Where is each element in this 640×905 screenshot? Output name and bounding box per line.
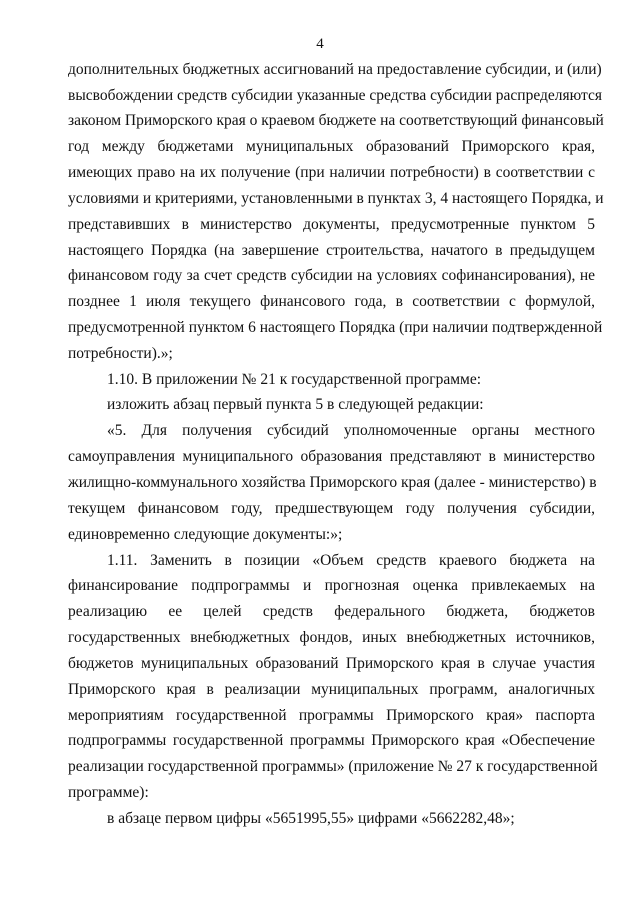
- text-line: единовременно следующие документы:»;: [68, 526, 343, 543]
- text-line: государственных внебюджетных фондов, иных внебюджетных источников,: [68, 629, 595, 646]
- item-heading: 1.10. В приложении № 21 к государственной программе:: [107, 371, 482, 388]
- text-line: изложить абзац первый пункта 5 в следующей редакции:: [107, 396, 484, 413]
- text-line: финансирование подпрограммы и прогнозная оценка привлекаемых на: [68, 577, 595, 594]
- text-line: представивших в министерство документы, предусмотренные пунктом 5: [68, 216, 595, 233]
- text-line: самоуправления муниципального образования представляют в министерство: [68, 448, 595, 465]
- quote-start-line: «5. Для получения субсидий уполномоченные органы местного: [107, 422, 595, 439]
- text-line: потребности).»;: [68, 345, 173, 362]
- text-line: в абзаце первом цифры «5651995,55» цифрами «5662282,48»;: [107, 810, 515, 827]
- text-line: имеющих право на их получение (при наличии потребности) в соответствии с: [68, 164, 595, 181]
- text-line: законом Приморского края о краевом бюджете на соответствующий финансовый: [68, 112, 604, 129]
- item-heading: 1.11. Заменить в позиции «Объем средств краевого бюджета на: [107, 552, 595, 569]
- text-line: программе):: [68, 784, 149, 801]
- page-number: 4: [316, 36, 324, 52]
- text-line: настоящего Порядка (на завершение строительства, начатого в предыдущем: [68, 242, 595, 259]
- text-line: реализации государственной программы» (приложение № 27 к государственной: [68, 758, 598, 775]
- text-line: реализацию ее целей средств федерального бюджета, бюджетов: [68, 603, 595, 620]
- text-line: год между бюджетами муниципальных образований Приморского края,: [68, 138, 595, 155]
- text-line: дополнительных бюджетных ассигнований на предоставление субсидии, и (или): [68, 61, 602, 78]
- text-line: предусмотренной пунктом 6 настоящего Порядка (при наличии подтвержденной: [68, 319, 603, 336]
- text-line: мероприятиям государственной программы Приморского края» паспорта: [68, 707, 595, 724]
- text-line: подпрограммы государственной программы Приморского края «Обеспечение: [68, 732, 595, 749]
- text-line: жилищно-коммунального хозяйства Приморского края (далее - министерство) в: [68, 474, 597, 491]
- text-line: условиями и критериями, установленными в пунктах 3, 4 настоящего Порядка, и: [68, 190, 604, 207]
- text-line: текущем финансовом году, предшествующем году получения субсидии,: [68, 500, 595, 517]
- text-line: бюджетов муниципальных образований Приморского края в случае участия: [68, 655, 595, 672]
- text-line: позднее 1 июля текущего финансового года, в соответствии с формулой,: [68, 293, 595, 310]
- text-line: финансовом году за счет средств субсидии на условиях софинансирования), не: [68, 267, 595, 284]
- text-line: высвобождении средств субсидии указанные средства субсидии распределяются: [68, 87, 602, 104]
- text-line: Приморского края в реализации муниципальных программ, аналогичных: [68, 681, 595, 698]
